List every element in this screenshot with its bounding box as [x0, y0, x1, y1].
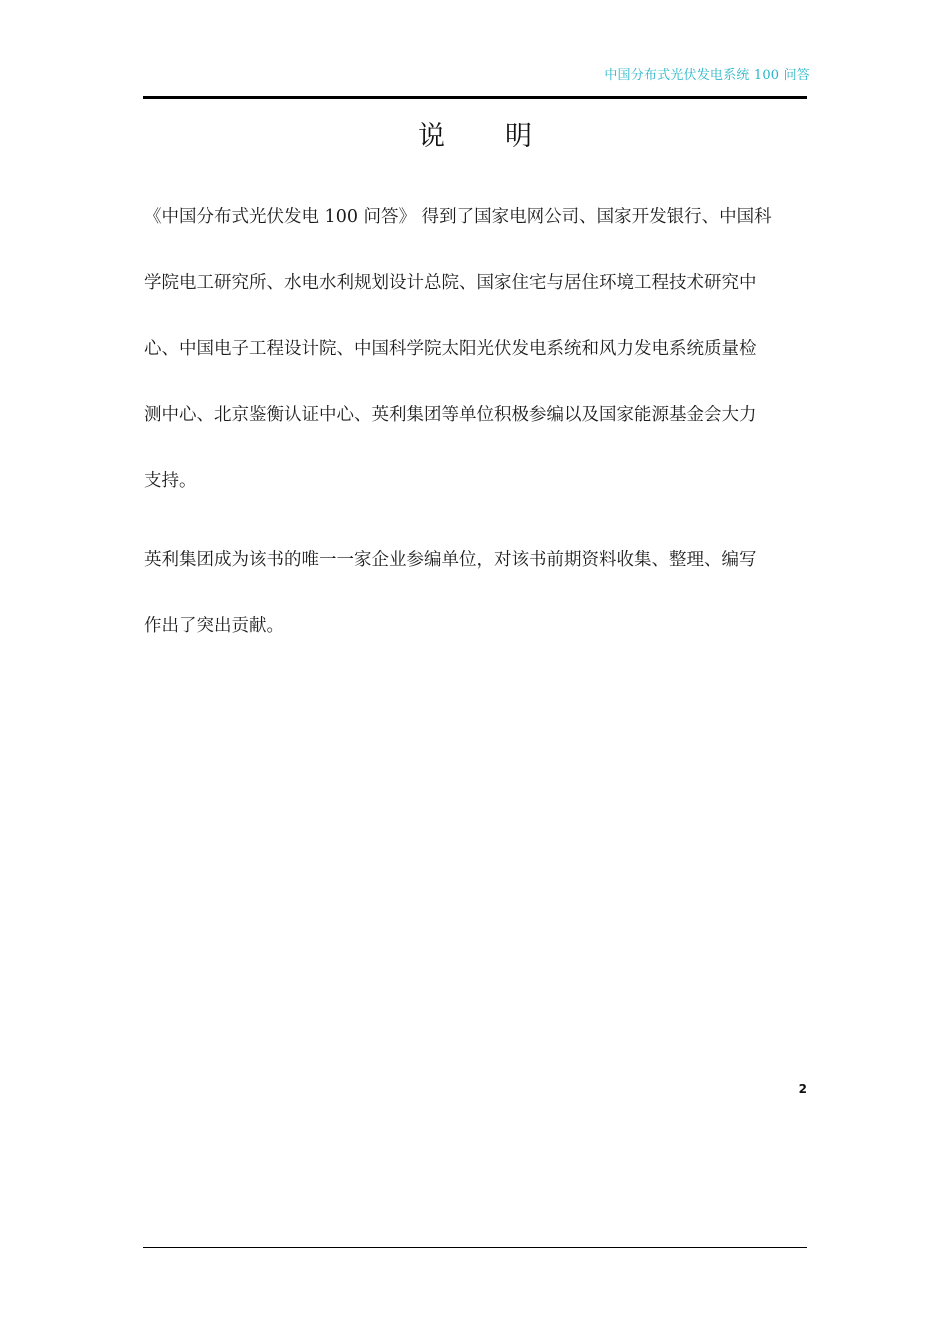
paragraph-line: 英利集团成为该书的唯一一家企业参编单位，对该书前期资料收集、整理、编写: [144, 550, 757, 570]
header-divider: [143, 96, 807, 99]
page-title: 说明: [418, 121, 592, 152]
page-number: 2: [798, 1082, 807, 1096]
paragraph-contribution: [144, 545, 818, 677]
footer-divider: [143, 1247, 807, 1248]
paragraph-line: 学院电工研究所、水电水利规划设计总院、国家住宅与居住环境工程技术研究中: [144, 273, 757, 293]
paragraph-line: 测中心、北京鉴衡认证中心、英利集团等单位积极参编以及国家能源基金会大力: [144, 405, 757, 425]
paragraph-line: 作出了突出贡献。: [144, 616, 284, 636]
paragraph-acknowledgements: [144, 202, 818, 532]
paragraph-line: 心、中国电子工程设计院、中国科学院太阳光伏发电系统和风力发电系统质量检: [144, 339, 757, 359]
running-header-title: 中国分布式光伏发电系统 100 问答: [604, 68, 810, 83]
paragraph-line: 支持。: [144, 471, 197, 491]
paragraph-line: 《中国分布式光伏发电 100 问答》 得到了国家电网公司、国家开发银行、中国科: [144, 207, 772, 227]
